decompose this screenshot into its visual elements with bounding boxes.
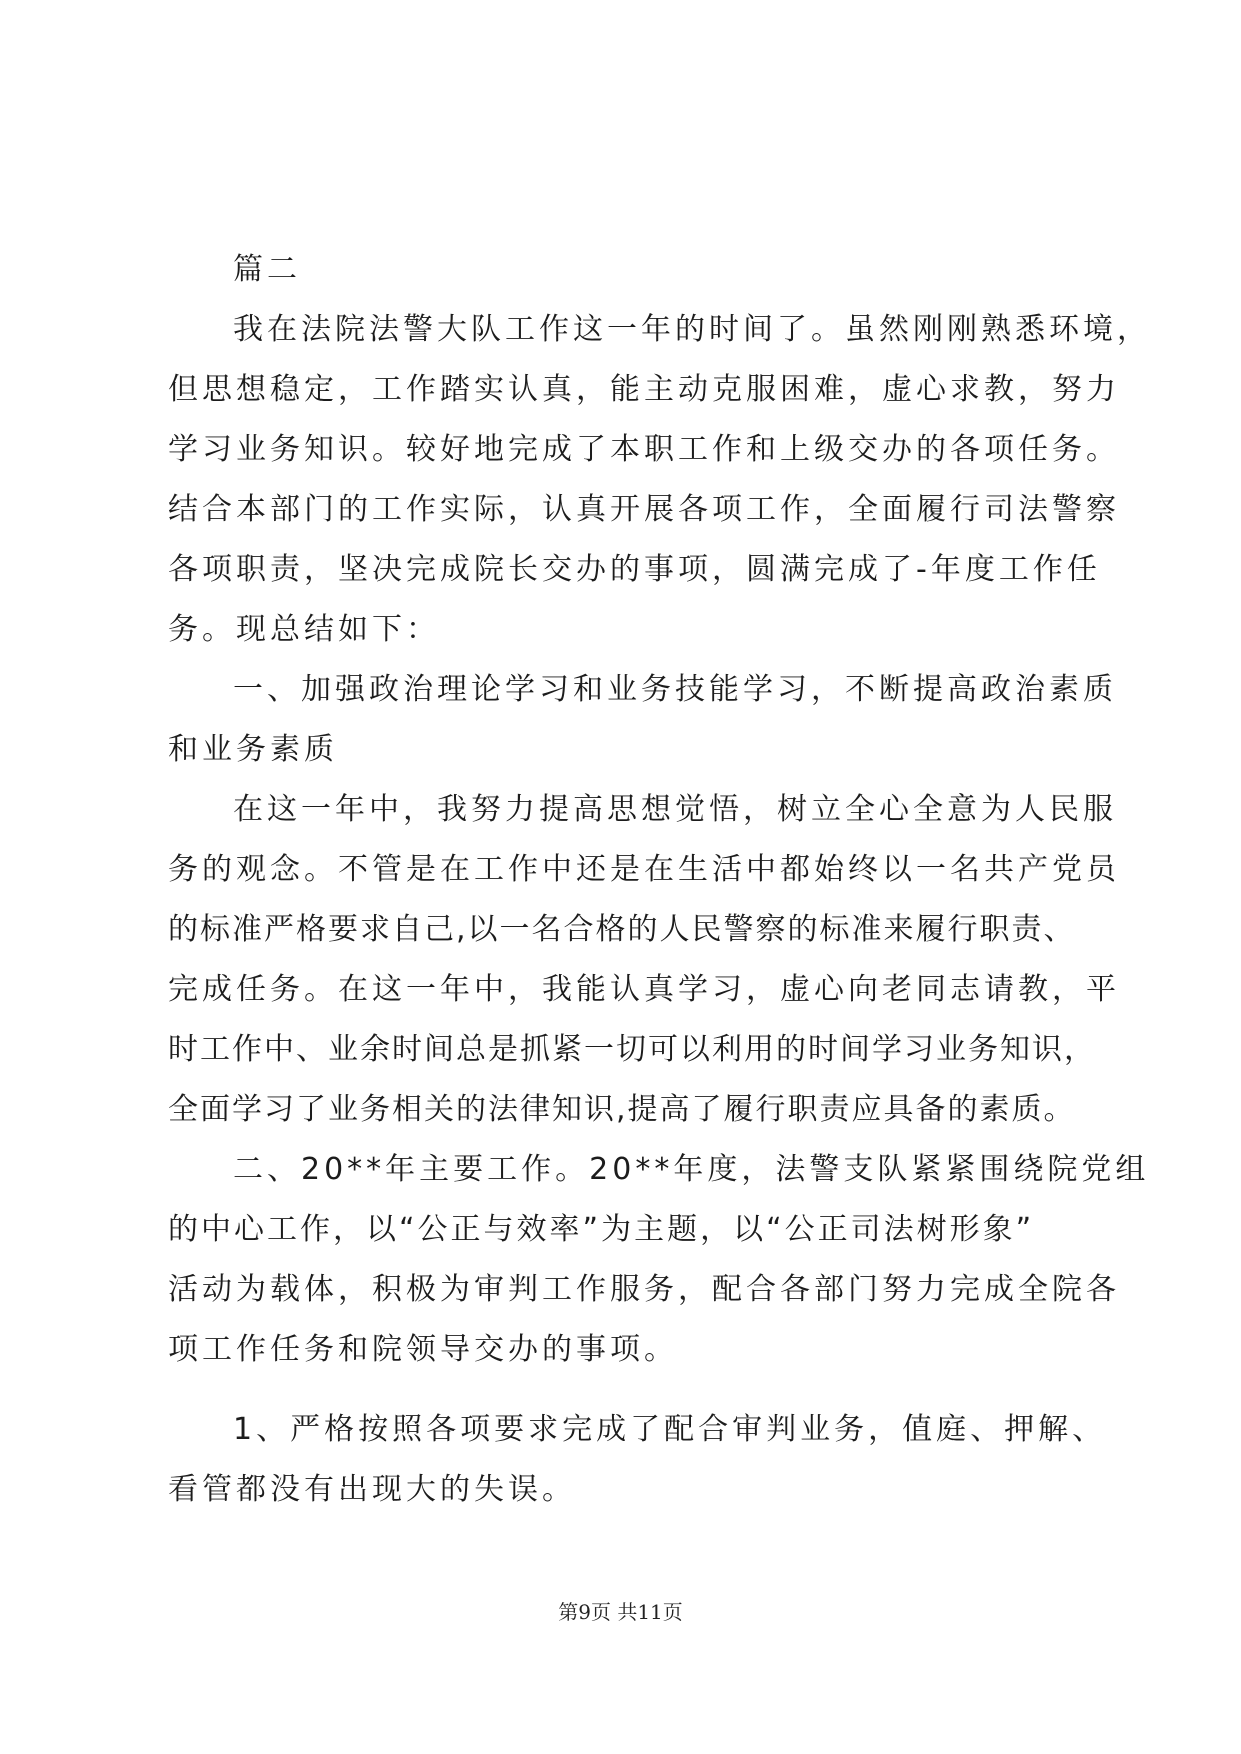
paragraph-line: 的中心工作，以“公正与效率”为主题，以“公正司法树形象”: [168, 1212, 1035, 1247]
paragraph-line: 活动为载体，积极为审判工作服务，配合各部门努力完成全院各: [168, 1272, 1120, 1307]
paragraph-line: 在这一年中，我努力提高思想觉悟，树立全心全意为人民服: [233, 792, 1117, 827]
section-heading: 篇二: [233, 252, 301, 287]
paragraph-line: 看管都没有出现大的失误。: [168, 1472, 576, 1507]
paragraph-line: 的标准严格要求自己,以一名合格的人民警察的标准来履行职责、: [168, 912, 1076, 947]
paragraph-line: 时工作中、业余时间总是抓紧一切可以利用的时间学习业务知识，: [168, 1032, 1096, 1067]
paragraph-line: 完成任务。在这一年中，我能认真学习，虚心向老同志请教，平: [168, 972, 1120, 1007]
paragraph-line: 但思想稳定，工作踏实认真，能主动克服困难，虚心求教，努力: [168, 372, 1120, 407]
section-heading-line: 一、加强政治理论学习和业务技能学习，不断提高政治素质: [233, 672, 1117, 707]
paragraph-line: 各项职责，坚决完成院长交办的事项，圆满完成了-年度工作任: [168, 552, 1101, 587]
section-heading-line: 和业务素质: [168, 732, 338, 767]
paragraph-line: 务。现总结如下：: [168, 612, 440, 647]
paragraph-line: 结合本部门的工作实际，认真开展各项工作，全面履行司法警察: [168, 492, 1120, 527]
paragraph-line: 务的观念。不管是在工作中还是在生活中都始终以一名共产党员: [168, 852, 1120, 887]
paragraph-line: 1、严格按照各项要求完成了配合审判业务，值庭、押解、: [233, 1412, 1107, 1447]
paragraph-line: 我在法院法警大队工作这一年的时间了。虽然刚刚熟悉环境，: [233, 312, 1151, 347]
page-number-footer: 第9页 共11页: [558, 1600, 683, 1624]
paragraph-line: 二、20**年主要工作。20**年度，法警支队紧紧围绕院党组: [233, 1152, 1150, 1187]
paragraph-line: 项工作任务和院领导交办的事项。: [168, 1332, 678, 1367]
paragraph-line: 全面学习了业务相关的法律知识,提高了履行职责应具备的素质。: [168, 1092, 1076, 1127]
paragraph-line: 学习业务知识。较好地完成了本职工作和上级交办的各项任务。: [168, 432, 1120, 467]
